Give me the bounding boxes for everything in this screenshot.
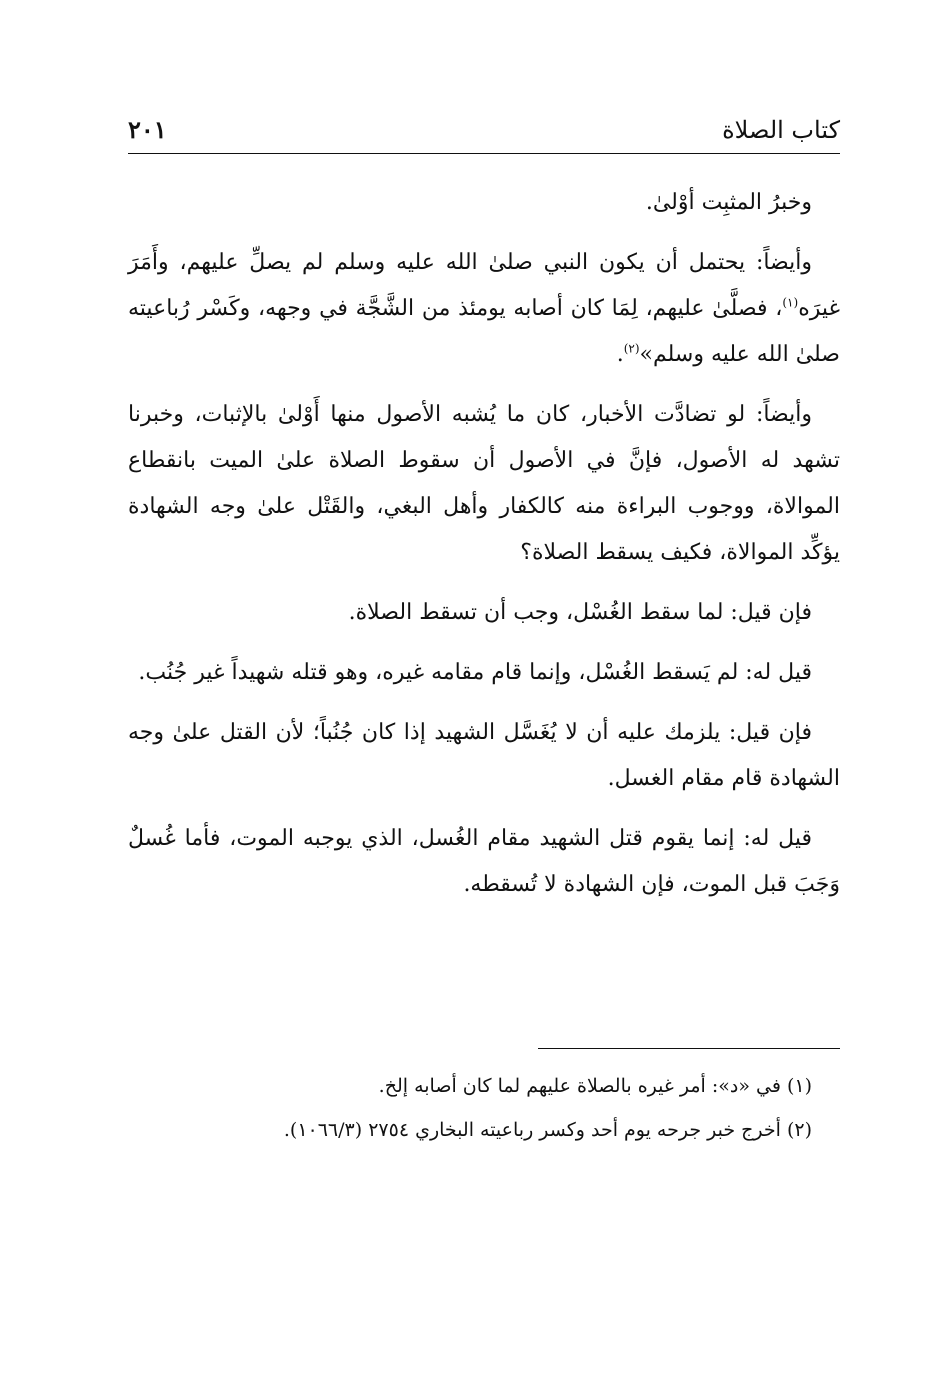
footnote-ref-2: (٢) xyxy=(623,341,640,356)
paragraph-2-part-1: وأيضاً: يحتمل أن يكون النبي صلىٰ الله عليه وسلم لم يصلِّ عليهم، وأَمَرَ غيرَه xyxy=(128,250,840,321)
paragraph-4: فإن قيل: لما سقط الغُسْل، وجب أن تسقط الصلاة. xyxy=(348,600,812,625)
paragraph-2-end: . xyxy=(616,342,624,367)
footnote-2: (٢) أخرج خبر جرحه يوم أحد وكسر رباعيته البخاري ٢٧٥٤ (١٠٦٦/٣). xyxy=(283,1119,812,1141)
footnote-1: (١) في «د»: أمر غيره بالصلاة عليهم لما كان أصابه إلخ. xyxy=(378,1075,812,1097)
paragraph-3: وأيضاً: لو تضادَّت الأخبار، كان ما يُشبه الأصول منها أَوْلىٰ بالإثبات، وخبرنا تشهد له الأصول، فإنَّ في الأصول أن سقوط الصلاة علىٰ الميت بانقطاع الموالاة، ووجوب البراءة منه كالكفار وأهل البغي، والقَتْل علىٰ وجه الشهادة يؤكِّد الموالاة، فكيف يسقط الصلاة؟ xyxy=(128,402,840,565)
main-text xyxy=(128,180,840,922)
paragraph-2 xyxy=(128,240,840,378)
page-header xyxy=(128,110,840,150)
header-divider xyxy=(128,153,840,154)
page-number: ٢٠١ xyxy=(128,115,167,144)
paragraph-2-part-2: ، فصلَّىٰ عليهم، لِمَا كان أصابه يومئذ من الشَّجَّة في وجهه، وكَسْر رُباعيته صلىٰ الله عليه وسلم» xyxy=(128,296,840,367)
paragraph-5: قيل له: لم يَسقط الغُسْل، وإنما قام مقامه غيره، وهو قتله شهيداً غير جُنُب. xyxy=(138,660,812,685)
footnote-divider xyxy=(538,1048,840,1049)
paragraph-1: وخبرُ المثبِت أوْلىٰ. xyxy=(645,190,812,215)
paragraph-7: قيل له: إنما يقوم قتل الشهيد مقام الغُسل، الذي يوجبه الموت، فأما غُسلٌ وَجَبَ قبل الموت، فإن الشهادة لا تُسقطه. xyxy=(128,826,840,897)
footnotes xyxy=(128,1064,840,1152)
chapter-title: كتاب الصلاة xyxy=(722,116,840,144)
footnote-ref-1: (١) xyxy=(782,295,799,310)
paragraph-6: فإن قيل: يلزمك عليه أن لا يُغَسَّل الشهيد إذا كان جُنُباً؛ لأن القتل علىٰ وجه الشهادة قام مقام الغسل. xyxy=(128,720,840,791)
